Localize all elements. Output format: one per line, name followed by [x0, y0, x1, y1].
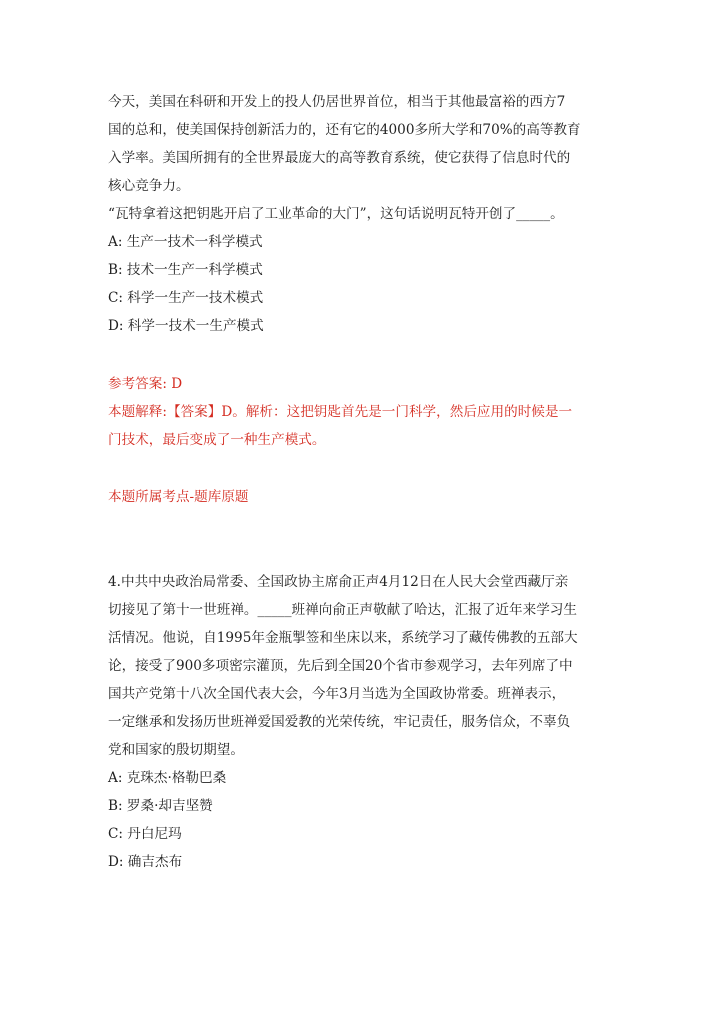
q4-question-line: 活情况。他说，自1995年金瓶掣签和坐床以来，系统学习了藏传佛教的五部大	[108, 630, 578, 646]
q3-explanation-line: 本题解释:【答案】D。解析：这把钥匙首先是一门科学，然后应用的时候是一	[108, 404, 573, 420]
q3-option-b: B: 技术一生产一科学模式	[108, 262, 263, 278]
q3-topic: 本题所属考点-题库原题	[108, 489, 249, 505]
q4-section	[108, 568, 608, 876]
q3-passage-line: 入学率。美国所拥有的全世界最庞大的高等教育系统，使它获得了信息时代的	[108, 150, 571, 166]
q3-explanation-line: 门技术，最后变成了一种生产模式。	[108, 432, 326, 448]
q3-passage	[108, 88, 608, 340]
q4-question-line: 4.中共中央政治局常委、全国政协主席俞正声4月12日在人民大会堂西藏厅亲	[108, 574, 569, 590]
q4-question-line: 论，接受了900多项密宗灌顶，先后到全国20个省市参观学习，去年列席了中	[108, 658, 573, 674]
q4-question-line: 党和国家的殷切期望。	[108, 742, 244, 758]
q3-topic-section	[108, 483, 608, 511]
q4-option-b: B: 罗桑·却吉坚赞	[108, 798, 213, 814]
q3-question: “瓦特拿着这把钥匙开启了工业革命的大门”，这句话说明瓦特开创了_____。	[108, 206, 564, 222]
q3-passage-line: 核心竞争力。	[108, 178, 190, 194]
q4-option-c: C: 丹白尼玛	[108, 826, 182, 842]
q4-option-a: A: 克珠杰·格勒巴桑	[108, 770, 227, 786]
q3-option-c: C: 科学一生产一技术模式	[108, 290, 264, 306]
q3-passage-line: 国的总和，使美国保持创新活力的，还有它的4000多所大学和70%的高等教育	[108, 122, 581, 138]
q4-question-line: 切接见了第十一世班禅。_____班禅向俞正声敬献了哈达，汇报了近年来学习生	[108, 602, 577, 618]
q3-answer: 参考答案: D	[108, 376, 183, 392]
q3-option-d: D: 科学一技术一生产模式	[108, 318, 264, 334]
q4-question-line: 一定继承和发扬历世班禅爱国爱教的光荣传统，牢记责任，服务信众，不辜负	[108, 714, 571, 730]
q3-answer-section	[108, 370, 608, 454]
q3-option-a: A: 生产一技术一科学模式	[108, 234, 263, 250]
q4-question-line: 国共产党第十八次全国代表大会，今年3月当选为全国政协常委。班禅表示，	[108, 686, 566, 702]
q3-passage-line: 今天，美国在科研和开发上的投人仍居世界首位，相当于其他最富裕的西方7	[108, 94, 566, 110]
q4-option-d: D: 确吉杰布	[108, 854, 183, 870]
